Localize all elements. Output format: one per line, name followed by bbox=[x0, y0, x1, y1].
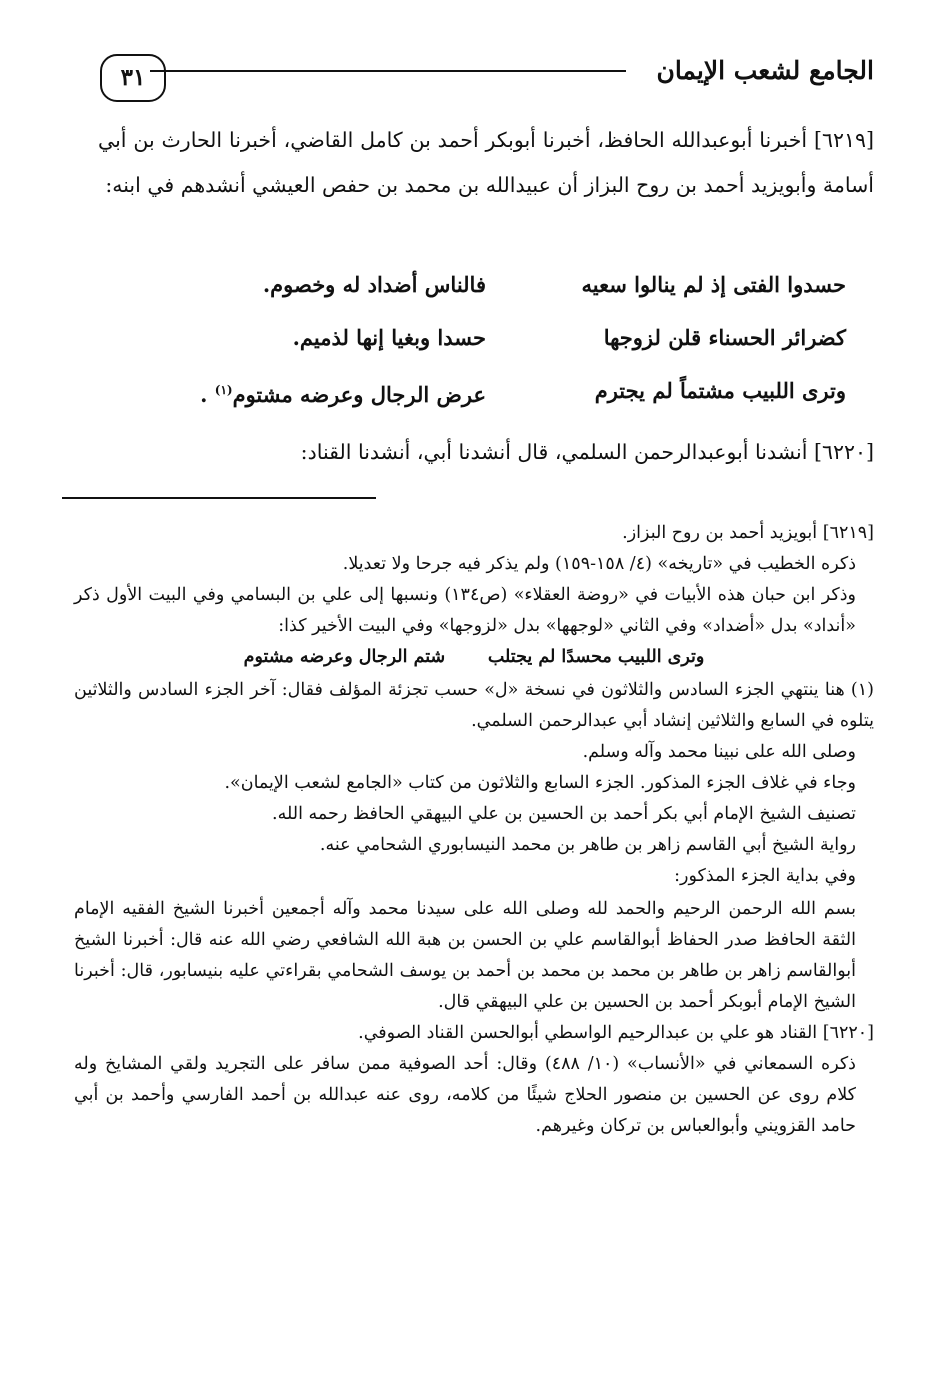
running-header-title: الجامع لشعب الإيمان bbox=[656, 56, 874, 85]
verse-hemistich-1: كضرائر الحسناء قلن لزوجها bbox=[603, 325, 846, 350]
verse-end-dot: . bbox=[200, 382, 208, 407]
footnote-6220-head: [٦٢٢٠] القناد هو علي بن عبدالرحيم الواسطي أبوالحسن القناد الصوفي. bbox=[358, 1023, 874, 1043]
footnotes bbox=[74, 518, 874, 1142]
footnote-1-para-5: رواية الشيخ أبي القاسم زاهر بن طاهر بن محمد النيسابوري الشحامي عنه. bbox=[319, 835, 856, 855]
footnote-1-para-4: تصنيف الشيخ الإمام أبي بكر أحمد بن الحسين بن علي البيهقي الحافظ رحمه الله. bbox=[272, 804, 856, 824]
verse-2 bbox=[126, 311, 846, 364]
footnote-6220-para-1: ذكره السمعاني في «الأنساب» (١٠/ ٤٨٨) وقال: أحد الصوفية ممن سافر على التجريد ولقي المشايخ وله كلام روى عن الحسين بن منصور الحلاج شيئًا من كلامه، روى عنه عبدالله بن أحمد الفارسي وأحمد بن أبي حامد القزويني وأبوالعباس بن تركان وغيرهم. bbox=[74, 1054, 856, 1136]
verse-hemistich-2-wrap bbox=[126, 364, 486, 421]
footnote-1-para-6: وفي بداية الجزء المذكور: bbox=[674, 866, 856, 886]
entry-6219 bbox=[98, 118, 874, 208]
poem bbox=[126, 258, 846, 421]
entry-number: [٦٢٢٠] bbox=[813, 440, 874, 464]
verse-hemistich-2: شتم الرجال وعرضه مشتوم bbox=[243, 647, 446, 667]
footnote-separator bbox=[62, 497, 376, 499]
footnote-6219-para-1: ذكره الخطيب في «تاريخه» (٤/ ١٥٨-١٥٩) ولم يذكر فيه جرحا ولا تعديلا. bbox=[342, 554, 856, 574]
verse-hemistich-1: وترى اللبيب محسدًا لم يجتلب bbox=[487, 647, 705, 667]
footnote-1-para-1: (١) هنا ينتهي الجزء السادس والثلاثون في نسخة «ل» حسب تجزئة المؤلف فقال: آخر الجزء السادس والثلاثين يتلوه في السابع والثلاثين إنشاد أبي عبدالرحمن السلمي. bbox=[74, 680, 874, 731]
verse-hemistich-2: حسدا وبغيا إنها لذميم. bbox=[292, 325, 486, 350]
entry-text: أخبرنا أبوعبدالله الحافظ، أخبرنا أبوبكر أحمد بن كامل القاضي، أخبرنا الحارث بن أبي أسامة وأبويزيد أحمد بن روح البزاز أن عبيدالله بن محمد بن حفص العيشي أنشدهم في ابنه: bbox=[98, 128, 874, 197]
footnote-6219-verse bbox=[74, 642, 874, 673]
verse-hemistich-2: عرض الرجال وعرضه مشتوم bbox=[232, 382, 486, 407]
footnote-ref: (١) bbox=[214, 383, 233, 397]
footnote-1-para-2: وصلى الله على نبينا محمد وآله وسلم. bbox=[582, 742, 856, 762]
footnote-1-para-3: وجاء في غلاف الجزء المذكور. الجزء السابع والثلاثون من كتاب «الجامع لشعب الإيمان». bbox=[224, 773, 856, 793]
entry-6220 bbox=[98, 430, 874, 475]
verse-1 bbox=[126, 258, 846, 311]
entry-number: [٦٢١٩] bbox=[813, 128, 874, 152]
footnote-6219-head: [٦٢١٩] أبويزيد أحمد بن روح البزاز. bbox=[622, 523, 874, 543]
verse-3 bbox=[126, 364, 846, 421]
verse-hemistich-1: وترى اللبيب مشتماً لم يجترم bbox=[594, 378, 846, 403]
footnote-1-para-7: بسم الله الرحمن الرحيم والحمد لله وصلى الله على سيدنا محمد وآله أجمعين أخبرنا الشيخ الفقيه الإمام الثقة الحافظ صدر الحفاظ أبوالقاسم علي بن الحسن بن هبة الله الشافعي رضي الله عنه قال: أخبرنا الشيخ أبوالقاسم زاهر بن طاهر بن محمد بن محمد بن أحمد بن يوسف الشحامي بقراءتي عليه بنيسابور، قال: أخبرنا الشيخ الإمام أبوبكر أحمد بن الحسين بن علي البيهقي قال. bbox=[74, 899, 856, 1012]
verse-hemistich-2: فالناس أضداد له وخصوم. bbox=[262, 272, 486, 297]
header-rule bbox=[150, 70, 626, 72]
page-number: ٣١ bbox=[100, 54, 166, 102]
entry-text: أنشدنا أبوعبدالرحمن السلمي، قال أنشدنا أبي، أنشدنا القناد: bbox=[300, 440, 808, 464]
footnote-6219-para-2: وذكر ابن حبان هذه الأبيات في «روضة العقلاء» (ص١٣٤) ونسبها إلى علي بن البسامي وفي البيت الأول ذكر «أنداد» بدل «أضداد» وفي الثاني «لوجهها» بدل «لزوجها» وفي البيت الأخير كذا: bbox=[74, 585, 856, 636]
verse-hemistich-1: حسدوا الفتى إذ لم ينالوا سعيه bbox=[581, 272, 846, 297]
